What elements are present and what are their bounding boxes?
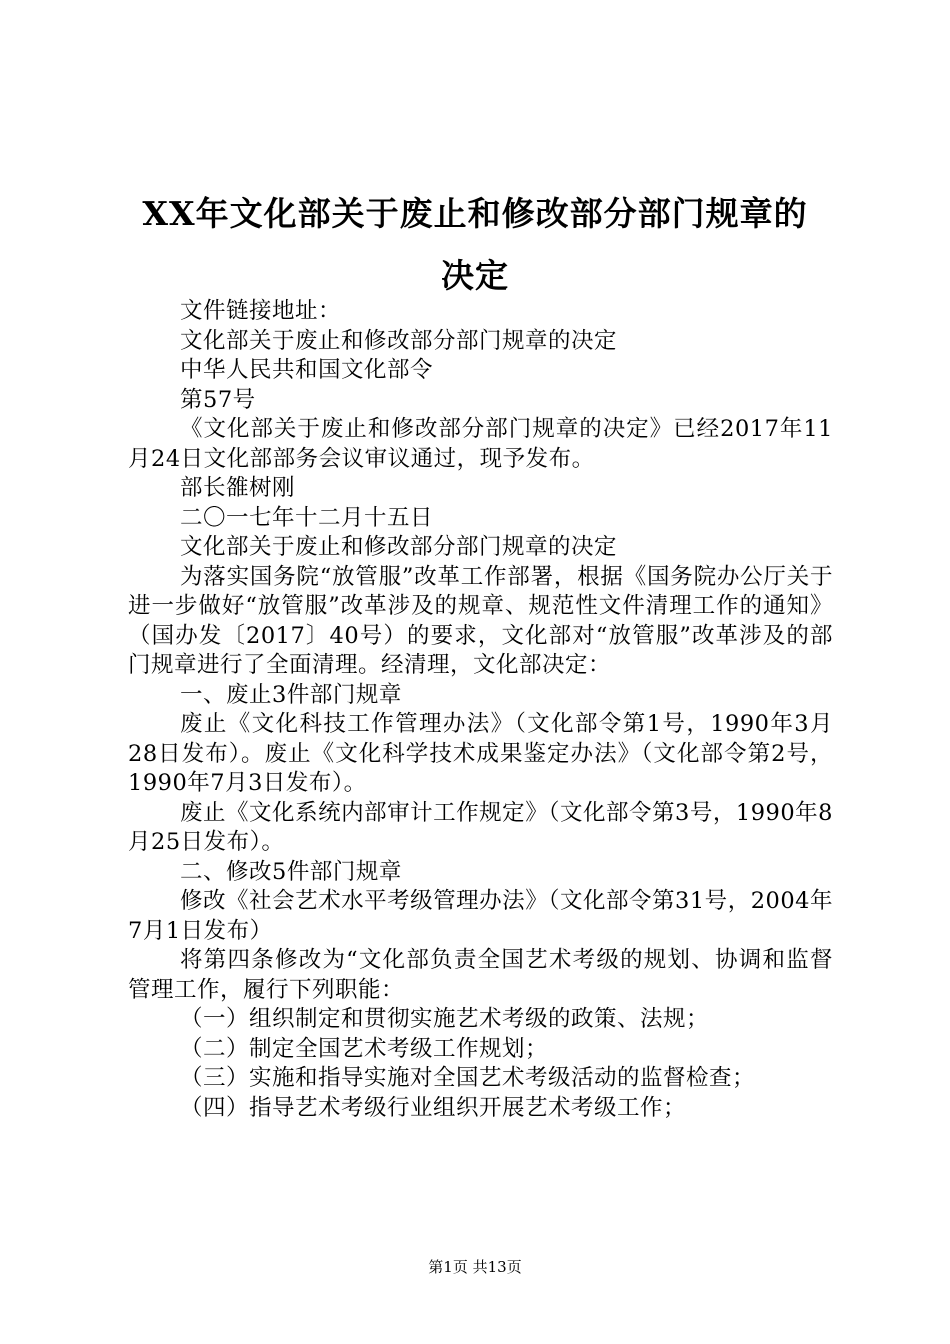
paragraph: 部长雒树刚 xyxy=(180,475,296,501)
paragraph: 废止《文化科技工作管理办法》（文化部令第1号，1990年3月28日发布）。废止《文化科学技术成果鉴定办法》（文化部令第2号，1990年7月3日发布）。 xyxy=(128,711,833,796)
paragraph: （四）指导艺术考级行业组织开展艺术考级工作； xyxy=(180,1094,687,1121)
paragraph: 文化部关于废止和修改部分部门规章的决定 xyxy=(180,534,618,560)
paragraph: 第57号 xyxy=(180,386,256,413)
paragraph: 为落实国务院“放管服”改革工作部署，根据《国务院办公厅关于进一步做好“放管服”改革涉及的规章、规范性文件清理工作的通知》（国办发〔2017〕40号）的要求，文化部对“放管服”改革涉及的部门规章进行了全面清理。经清理，文化部决定： xyxy=(128,563,833,678)
document-body xyxy=(128,297,833,1123)
document-title-line-1: XX年文化部关于废止和修改部分部门规章的 xyxy=(142,194,808,233)
paragraph: 修改《社会艺术水平考级管理办法》（文化部令第31号，2004年7月1日发布） xyxy=(128,888,833,944)
paragraph: （二）制定全国艺术考级工作规划； xyxy=(180,1035,549,1062)
paragraph: （一）组织制定和贯彻实施艺术考级的政策、法规； xyxy=(180,1006,710,1032)
document-title-line-2: 决定 xyxy=(441,256,509,295)
paragraph: 中华人民共和国文化部令 xyxy=(180,357,434,383)
paragraph: 文化部关于废止和修改部分部门规章的决定 xyxy=(180,327,618,354)
paragraph: 文件链接地址： xyxy=(180,298,342,324)
paragraph: 将第四条修改为“文化部负责全国艺术考级的规划、协调和监督管理工作，履行下列职能： xyxy=(128,947,833,1003)
paragraph: 二、修改5件部门规章 xyxy=(180,858,402,885)
paragraph: 《文化部关于废止和修改部分部门规章的决定》已经2017年11月24日文化部部务会议审议通过，现予发布。 xyxy=(128,416,833,472)
paragraph: 二〇一七年十二月十五日 xyxy=(180,504,434,531)
page-footer: 第1页 共13页 xyxy=(428,1258,522,1276)
paragraph: （三）实施和指导实施对全国艺术考级活动的监督检查； xyxy=(180,1065,756,1091)
paragraph: 一、废止3件部门规章 xyxy=(180,681,402,708)
paragraph: 废止《文化系统内部审计工作规定》（文化部令第3号，1990年8月25日发布）。 xyxy=(128,799,833,855)
